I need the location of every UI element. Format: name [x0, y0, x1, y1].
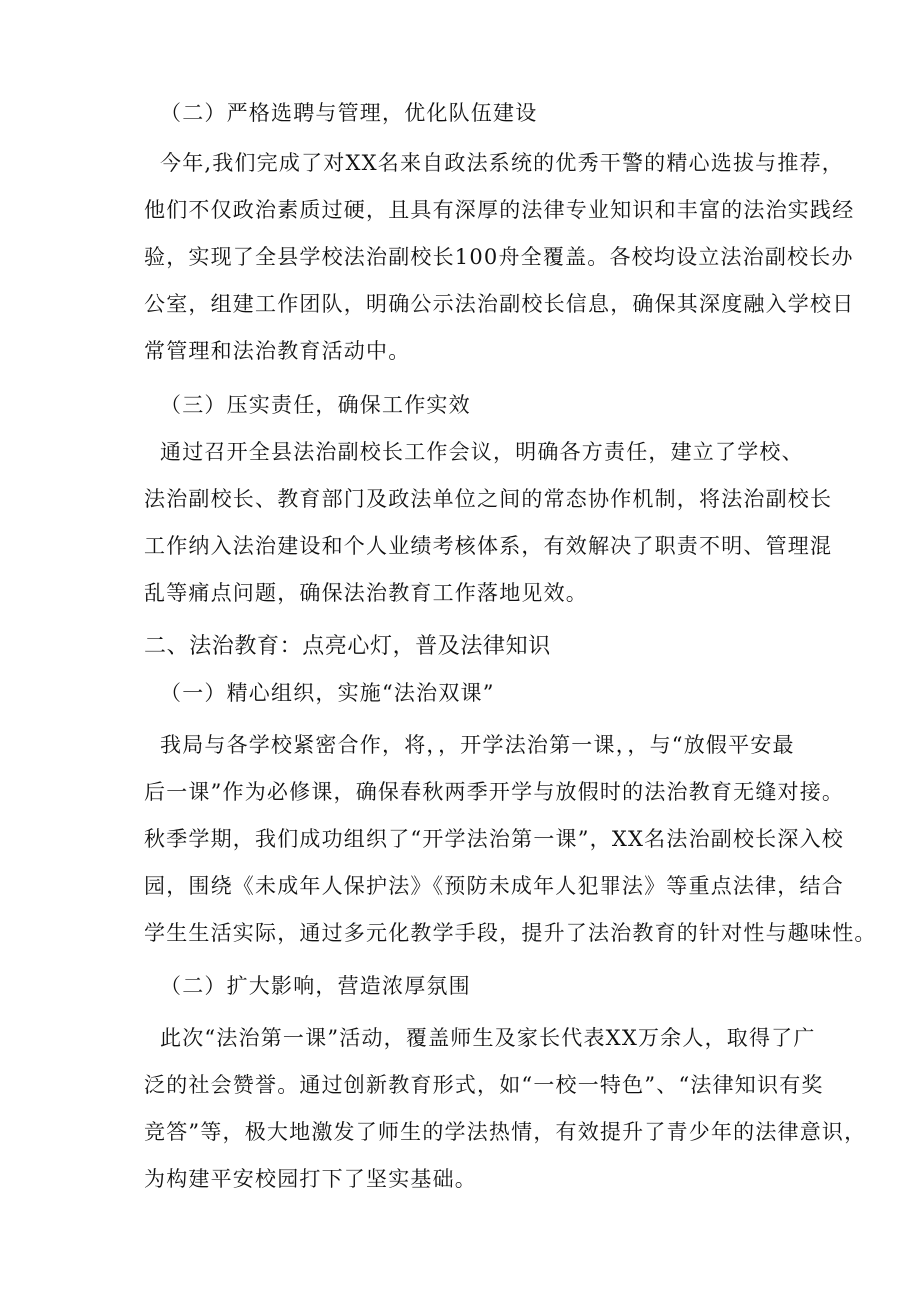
paragraph-line: 园，围绕《未成年人保护法》《预防未成年人犯罪法》等重点法律，结合	[144, 874, 844, 898]
section-heading-double-class: （一）精心组织，实施“法治双课”	[160, 681, 495, 705]
paragraph-line: 秋季学期，我们成功组织了“开学法治第一课”，XX名法治副校长深入校	[144, 827, 844, 851]
paragraph-line: 为构建平安校园打下了坚实基础。	[144, 1167, 477, 1191]
chapter-heading: 二、法治教育：点亮心灯，普及法律知识	[144, 634, 551, 659]
paragraph-line: 我局与各学校紧密合作，将，，开学法治第一课，，与“放假平安最	[160, 733, 795, 757]
paragraph-line: 泛的社会赞誉。通过创新教育形式，如“一校一特色”、“法律知识有奖	[144, 1073, 824, 1097]
paragraph-line: 常管理和法治教育活动中。	[144, 339, 411, 363]
paragraph-line: 学生生活实际，通过多元化教学手段，提升了法治教育的针对性与趣味性。	[144, 921, 877, 945]
section-heading-selection: （二）严格选聘与管理，优化队伍建设	[160, 101, 538, 125]
paragraph-line: 公室，组建工作团队，明确公示法治副校长信息，确保其深度融入学校日	[144, 292, 855, 316]
paragraph-line: 验，实现了全县学校法治副校长100舟全覆盖。各校均设立法治副校长办	[144, 245, 854, 269]
paragraph-line: 后一课”作为必修课，确保春秋两季开学与放假时的法治教育无缝对接。	[144, 780, 845, 804]
paragraph-line: 竞答”等，极大地激发了师生的学法热情，有效提升了青少年的法律意识，	[144, 1120, 867, 1144]
paragraph-line: 通过召开全县法治副校长工作会议，明确各方责任，建立了学校、	[160, 440, 804, 464]
paragraph-line: 法治副校长、教育部门及政法单位之间的常态协作机制，将法治副校长	[144, 487, 833, 511]
paragraph-line: 工作纳入法治建设和个人业绩考核体系，有效解决了职责不明、管理混	[144, 534, 833, 558]
paragraph-line: 此次“法治第一课”活动，覆盖师生及家长代表XX万余人，取得了广	[160, 1026, 816, 1050]
section-heading-responsibility: （三）压实责任，确保工作实效	[160, 393, 471, 417]
paragraph-line: 乱等痛点问题，确保法治教育工作落地见效。	[144, 581, 588, 605]
paragraph-line: 他们不仅政治素质过硬，且具有深厚的法律专业知识和丰富的法治实践经	[144, 198, 855, 222]
section-heading-influence: （二）扩大影响，营造浓厚氛围	[160, 974, 471, 998]
paragraph-line: 今年,我们完成了对XX名来自政法系统的优秀干警的精心选拔与推荐，	[160, 151, 844, 175]
